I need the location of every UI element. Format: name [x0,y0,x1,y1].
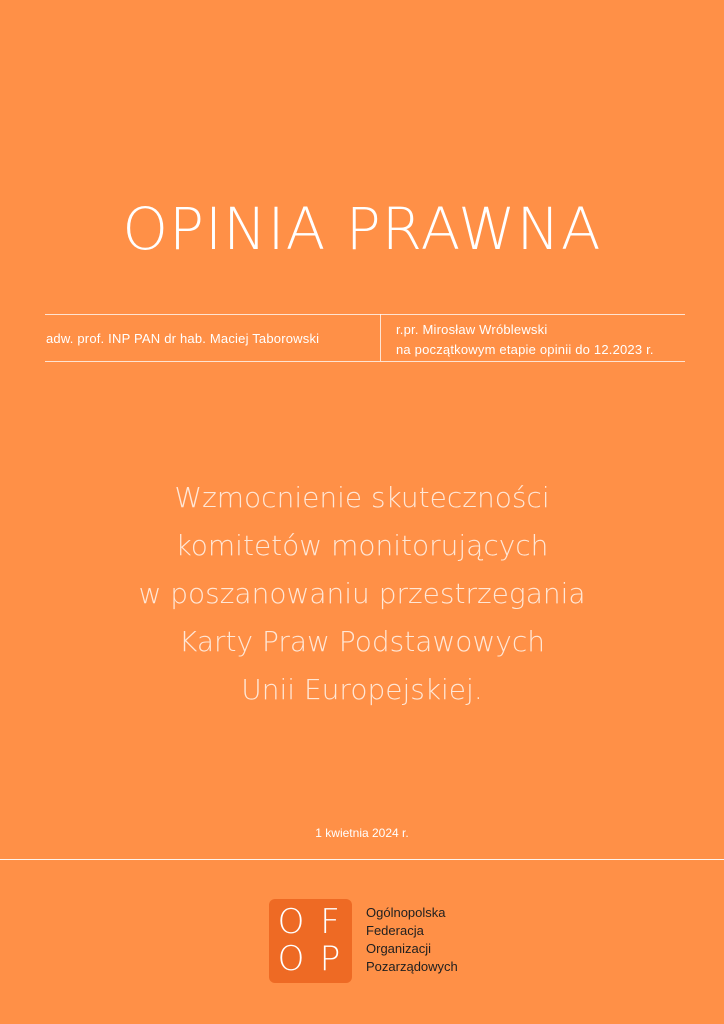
author-secondary-name: r.pr. Mirosław Wróblewski [396,322,548,337]
org-name-line: Pozarządowych [366,959,458,974]
logo-letter: O [277,939,305,979]
logo-letter: F [320,902,340,942]
author-secondary [396,320,654,360]
subject-line: w poszanowaniu przestrzegania [138,577,586,610]
org-name-line: Ogólnopolska [366,905,446,920]
author-primary: adw. prof. INP PAN dr hab. Maciej Taborowski [46,331,320,346]
logo-letter: P [319,939,341,979]
logo-letter: O [277,902,305,942]
subject-line: Karty Praw Podstawowych [178,625,545,658]
author-vertical-divider [380,314,381,361]
author-secondary-note: na początkowym etapie opinii do 12.2023 r. [396,342,654,357]
org-name-line: Organizacji [366,941,432,956]
footer-divider [0,859,724,860]
document-subject [0,474,724,714]
ofop-logo-icon [269,899,352,983]
subject-line: komitetów monitorujących [175,529,549,562]
document-date: 1 kwietnia 2024 r. [315,826,409,840]
organization-name [366,904,458,976]
author-bottom-divider [45,361,685,362]
page-title: OPINIA PRAWNA [122,195,602,263]
subject-line: Unii Europejskiej. [241,673,483,706]
author-top-divider [45,314,685,315]
subject-line: Wzmocnienie skuteczności [174,481,550,514]
org-name-line: Federacja [366,923,424,938]
